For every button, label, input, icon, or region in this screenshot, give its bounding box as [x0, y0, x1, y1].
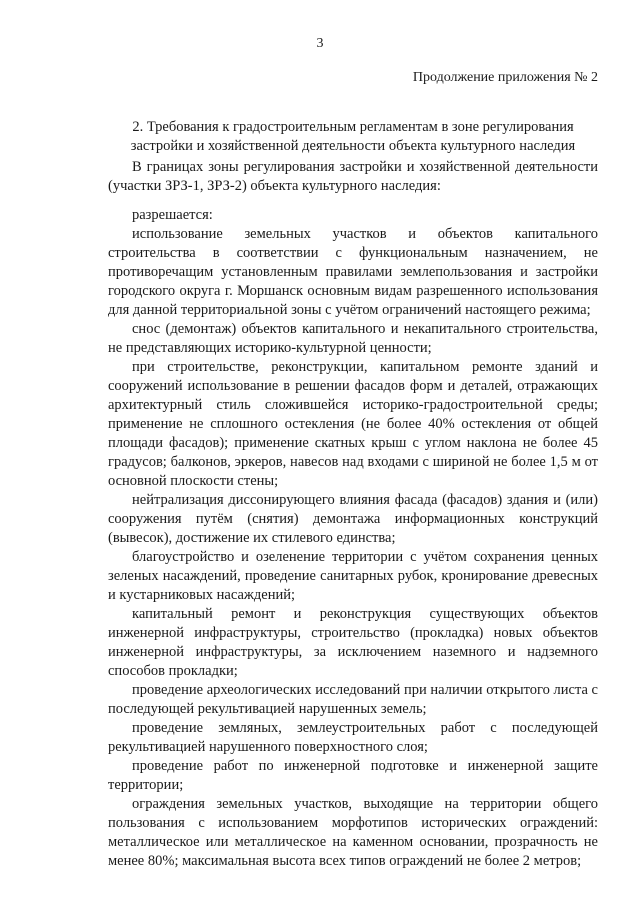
- allowed-label: разрешается:: [132, 207, 213, 223]
- list-item: проведение земляных, землеустроительных работ с последующей рекультивацией нарушенного поверхностного слоя;: [108, 720, 598, 755]
- page-number: 3: [316, 36, 324, 51]
- list-item: проведение археологических исследований при наличии открытого листа с последующей рекультивацией нарушенных земель;: [108, 682, 598, 717]
- list-item: благоустройство и озеленение территории с учётом сохранения ценных зеленых насаждений, проведение санитарных рубок, кронирование древесных и кустарниковых насаждений;: [108, 549, 598, 603]
- list-item: снос (демонтаж) объектов капитального и некапитального строительства, не представляющих историко-культурной ценности;: [108, 321, 598, 356]
- appendix-label: Продолжение приложения № 2: [412, 70, 598, 85]
- document-body: [108, 158, 598, 871]
- section-heading: 2. Требования к градостроительным регламентам в зоне регулирования застройки и хозяйственной деятельности объекта культурного наследия: [130, 119, 576, 154]
- intro-paragraph: В границах зоны регулирования застройки и хозяйственной деятельности (участки ЗРЗ-1, ЗРЗ-2) объекта культурного наследия:: [108, 159, 598, 194]
- list-item: ограждения земельных участков, выходящие на территории общего пользования с использованием морфотипов исторических ограждений: металлическое или металлическое на каменном основании, прозрачность не менее 80%; максимальная высота всех типов ограждений не более 2 метров;: [108, 796, 598, 869]
- list-item: при строительстве, реконструкции, капитальном ремонте зданий и сооружений использование в решении фасадов форм и деталей, отражающих архитектурный стиль сложившейся историко-градостроительной среды; применение не сплошного остекления (не более 40% остекления от общей площади фасадов); применение скатных крыш с углом наклона не более 45 градусов; балконов, эркеров, навесов над входами с шириной не более 1,5 м от основной плоскости стены;: [108, 359, 598, 489]
- list-item: проведение работ по инженерной подготовке и инженерной защите территории;: [108, 758, 598, 793]
- list-item: использование земельных участков и объектов капитального строительства в соответствии с функциональным назначением, не противоречащим установленным правилами землепользования и застройки городского округа г. Моршанск основным видам разрешенного использования для данной территориальной зоны с учётом ограничений настоящего режима;: [108, 226, 598, 318]
- list-item: капитальный ремонт и реконструкция существующих объектов инженерной инфраструктуры, строительство (прокладка) новых объектов инженерной инфраструктуры, за исключением наземного и надземного способов прокладки;: [108, 606, 598, 679]
- list-item: нейтрализация диссонирующего влияния фасада (фасадов) здания и (или) сооружения путём (снятия) демонтажа информационных конструкций (вывесок), достижение их стилевого единства;: [108, 492, 598, 546]
